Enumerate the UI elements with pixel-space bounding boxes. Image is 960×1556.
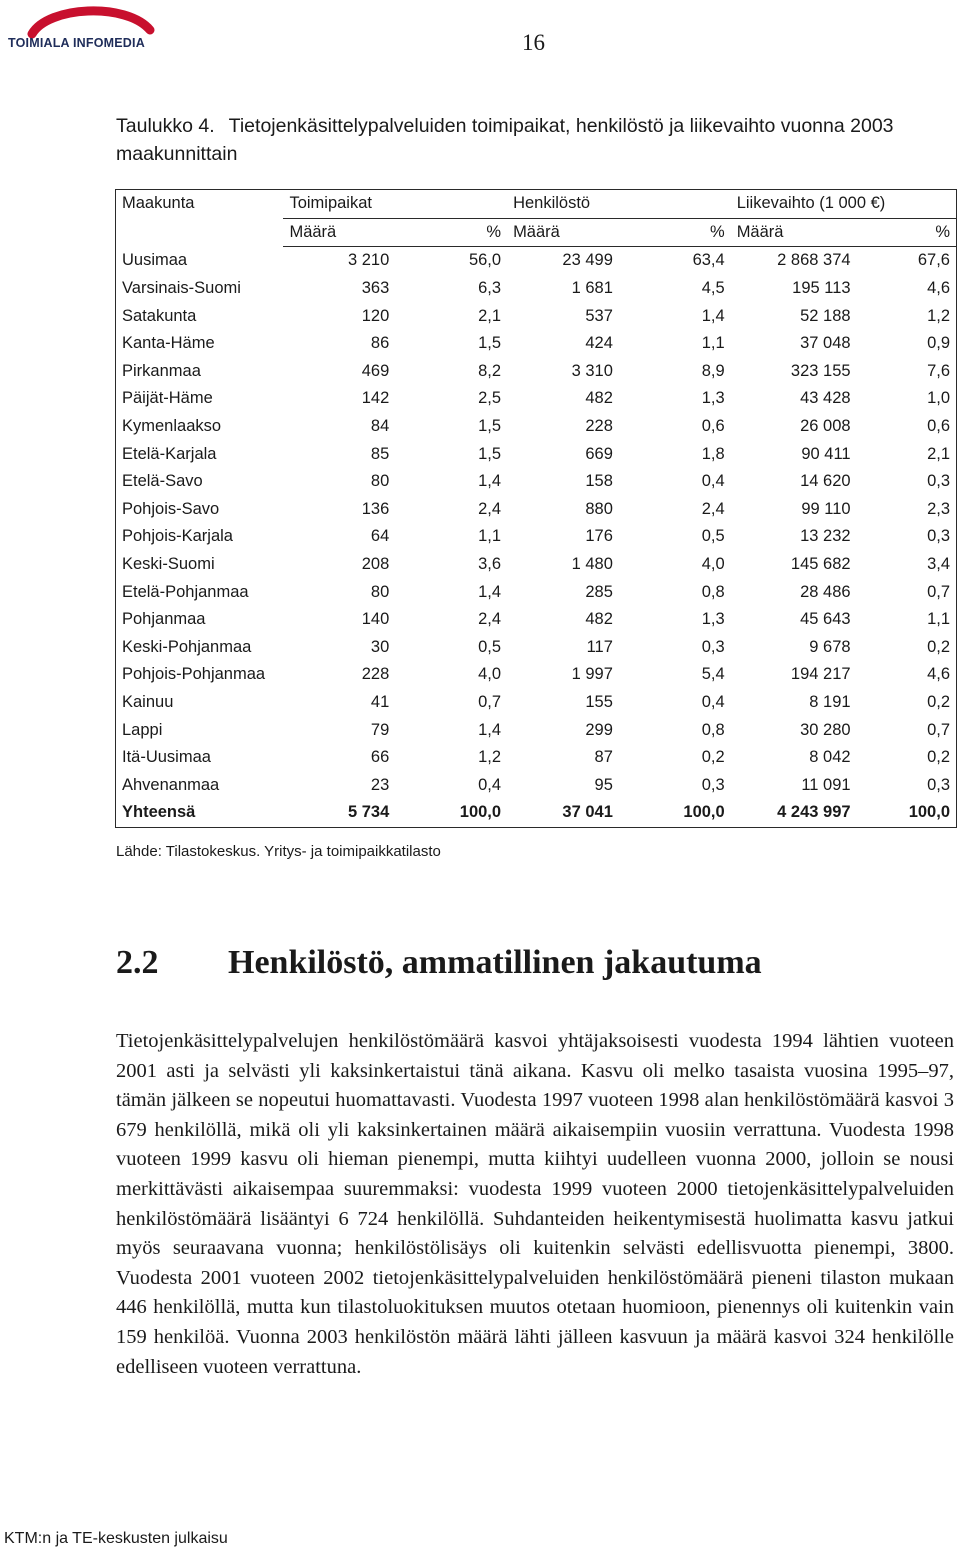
value-cell: 3,6 bbox=[478, 555, 502, 574]
value-cell: 6,3 bbox=[478, 279, 502, 298]
table-row bbox=[116, 771, 957, 799]
value-cell: 1,2 bbox=[927, 306, 950, 325]
value-cell: 14 620 bbox=[800, 472, 851, 491]
value-cell: 8,9 bbox=[701, 361, 725, 380]
value-cell: 3 310 bbox=[571, 361, 613, 380]
page-number: 16 bbox=[522, 30, 545, 55]
value-cell: 2,1 bbox=[478, 306, 502, 325]
table-row bbox=[116, 496, 957, 524]
value-cell: 87 bbox=[594, 748, 613, 767]
value-cell: 1,0 bbox=[927, 389, 950, 408]
region-name-cell: Varsinais-Suomi bbox=[122, 279, 241, 298]
value-cell: 0,4 bbox=[701, 692, 725, 711]
table-row bbox=[116, 413, 957, 441]
region-name-cell: Etelä-Karjala bbox=[122, 444, 217, 463]
value-cell: 0,8 bbox=[701, 582, 725, 601]
table-row bbox=[116, 385, 957, 413]
value-cell: 0,4 bbox=[478, 775, 502, 794]
value-cell: 1,1 bbox=[927, 610, 950, 629]
region-name-cell: Päijät-Häme bbox=[122, 389, 213, 408]
value-cell: 1,5 bbox=[478, 334, 502, 353]
sub-header-cell: % bbox=[619, 218, 731, 247]
value-cell: 0,3 bbox=[927, 472, 950, 491]
statistics-table bbox=[115, 189, 957, 828]
value-cell: 285 bbox=[585, 582, 613, 601]
value-cell: 4,0 bbox=[478, 665, 502, 684]
value-cell: 0,8 bbox=[701, 720, 725, 739]
value-cell: 1,4 bbox=[701, 306, 725, 325]
table-row bbox=[116, 523, 957, 551]
value-cell: 136 bbox=[361, 499, 390, 518]
sub-header-cell: Määrä bbox=[731, 218, 857, 247]
value-cell: 3 210 bbox=[347, 251, 390, 270]
section-body-paragraph: Tietojenkäsittelypalvelujen henkilöstömäärä kasvoi yhtäjaksoisesti vuodesta 1994 lähtien vuoteen 2001 asti ja selvästi yli kaksinkertaistui tänä aikana. Kasvu oli melko tasaista vuosina 1995–97, tämän jälkeen se nopeutui huomattavasti. Vuodesta 1997 vuoteen 1998 alan henkilöstömäärä kasvoi 3 679 henkilöllä, mikä oli yli kaksinkertainen määrä aikaisempiin vuosiin verrattuna. Vuodesta 1998 vuoteen 1999 kasvu oli hieman pienempi, mutta kiihtyi uudelleen vuonna 2000, jolloin se nousi merkittävästi aikaisempaa suuremmaksi: vuodesta 1999 vuoteen 2000 tietojenkäsittelypalveluiden henkilöstömäärä lisääntyi 6 724 henkilöllä. Suhdanteiden heikentymisestä huolimatta kasvu jatkui myös seuraavana vuonna; henkilöstölisäys oli kuitenkin selvästi edellisvuotta pienempi, 3800. Vuodesta 2001 vuoteen 2002 tietojenkäsittelypalveluiden henkilöstömäärä pieneni tilaston mukaan 446 henkilöllä, mutta kun tilastoluokituksen muutos otetaan huomioon, pienennys oli kuitenkin vain 159 henkilöä. Vuonna 2003 henkilöstön määrä lähti jälleen kasvuun ja määrä kasvoi 324 henkilölle edelliseen vuoteen verrattuna. bbox=[116, 1030, 954, 1378]
table-row bbox=[116, 578, 957, 606]
section-number: 2.2 bbox=[116, 944, 159, 981]
region-name-cell: Pohjois-Savo bbox=[122, 499, 220, 518]
publisher-logo bbox=[4, 0, 184, 56]
table-row bbox=[116, 468, 957, 496]
region-name-cell: Satakunta bbox=[122, 306, 197, 325]
table-row bbox=[116, 302, 957, 330]
region-name-cell: Kanta-Häme bbox=[122, 334, 215, 353]
value-cell: 1 480 bbox=[571, 555, 613, 574]
value-cell: 23 bbox=[370, 775, 390, 794]
value-cell: 63,4 bbox=[692, 251, 725, 270]
value-cell: 0,2 bbox=[927, 637, 950, 656]
value-cell: 1,4 bbox=[478, 472, 502, 491]
value-cell: 23 499 bbox=[562, 251, 613, 270]
value-cell: 0,9 bbox=[927, 334, 950, 353]
value-cell: 2,4 bbox=[701, 499, 725, 518]
value-cell: 30 bbox=[370, 637, 390, 656]
group-header-liikevaihto: Liikevaihto (1 000 €) bbox=[736, 194, 886, 213]
region-name-cell: Etelä-Pohjanmaa bbox=[122, 582, 249, 601]
value-cell: 1,1 bbox=[701, 334, 725, 353]
table-row bbox=[116, 661, 957, 689]
value-cell: 363 bbox=[361, 279, 390, 298]
value-cell: 1,3 bbox=[701, 389, 725, 408]
value-cell: 86 bbox=[370, 334, 390, 353]
value-cell: 11 091 bbox=[801, 775, 851, 794]
value-cell: 194 217 bbox=[790, 665, 851, 684]
value-cell: 1,5 bbox=[478, 444, 502, 463]
value-cell: 2,1 bbox=[927, 444, 950, 463]
region-name-cell: Keski-Suomi bbox=[122, 555, 215, 574]
region-name-cell: Uusimaa bbox=[122, 251, 188, 270]
value-cell: 1,8 bbox=[701, 444, 725, 463]
total-cell: 37 041 bbox=[562, 803, 613, 822]
value-cell: 145 682 bbox=[790, 555, 851, 574]
value-cell: 2 868 374 bbox=[777, 251, 851, 270]
table-row bbox=[116, 275, 957, 303]
value-cell: 8,2 bbox=[478, 361, 502, 380]
region-name-cell: Itä-Uusimaa bbox=[122, 748, 211, 767]
table-group-header-row bbox=[116, 190, 957, 219]
value-cell: 0,6 bbox=[927, 417, 950, 436]
value-cell: 2,3 bbox=[927, 499, 950, 518]
value-cell: 67,6 bbox=[917, 251, 950, 270]
sub-header-cell: Määrä bbox=[507, 218, 619, 247]
value-cell: 537 bbox=[585, 306, 613, 325]
table-row bbox=[116, 716, 957, 744]
value-cell: 0,4 bbox=[701, 472, 725, 491]
table-row bbox=[116, 551, 957, 579]
value-cell: 80 bbox=[370, 582, 390, 601]
region-name-cell: Etelä-Savo bbox=[122, 472, 203, 491]
value-cell: 195 113 bbox=[792, 279, 851, 298]
value-cell: 8 191 bbox=[809, 692, 851, 711]
group-header-henkilosto: Henkilöstö bbox=[513, 194, 591, 213]
value-cell: 424 bbox=[585, 334, 613, 353]
total-cell: 100,0 bbox=[908, 803, 950, 822]
value-cell: 1 681 bbox=[571, 279, 613, 298]
table-row bbox=[116, 247, 957, 275]
table-row bbox=[116, 330, 957, 358]
total-cell: 100,0 bbox=[459, 803, 502, 822]
value-cell: 155 bbox=[585, 692, 613, 711]
table-body bbox=[116, 247, 957, 799]
value-cell: 2,4 bbox=[478, 499, 502, 518]
table-row bbox=[116, 634, 957, 662]
region-name-cell: Ahvenanmaa bbox=[122, 775, 220, 794]
value-cell: 52 188 bbox=[800, 306, 851, 325]
value-cell: 2,5 bbox=[478, 389, 502, 408]
value-cell: 482 bbox=[585, 389, 613, 408]
region-name-cell: Pohjanmaa bbox=[122, 610, 206, 629]
value-cell: 0,2 bbox=[927, 748, 950, 767]
value-cell: 0,3 bbox=[701, 775, 725, 794]
value-cell: 90 411 bbox=[801, 444, 851, 463]
value-cell: 43 428 bbox=[800, 389, 851, 408]
value-cell: 1,4 bbox=[478, 720, 502, 739]
value-cell: 1,3 bbox=[701, 610, 725, 629]
value-cell: 669 bbox=[585, 444, 613, 463]
value-cell: 66 bbox=[370, 748, 390, 767]
value-cell: 26 008 bbox=[800, 417, 851, 436]
value-cell: 0,2 bbox=[701, 748, 725, 767]
value-cell: 228 bbox=[585, 417, 613, 436]
value-cell: 1,4 bbox=[478, 582, 502, 601]
value-cell: 208 bbox=[361, 555, 390, 574]
region-name-cell: Keski-Pohjanmaa bbox=[122, 637, 252, 656]
value-cell: 13 232 bbox=[800, 527, 851, 546]
value-cell: 79 bbox=[370, 720, 390, 739]
value-cell: 0,7 bbox=[478, 692, 502, 711]
value-cell: 120 bbox=[361, 306, 390, 325]
value-cell: 0,7 bbox=[927, 582, 950, 601]
value-cell: 8 042 bbox=[809, 748, 851, 767]
value-cell: 176 bbox=[585, 527, 613, 546]
value-cell: 3,4 bbox=[927, 555, 950, 574]
region-name-cell: Kymenlaakso bbox=[122, 417, 222, 436]
value-cell: 41 bbox=[370, 692, 390, 711]
region-name-cell: Pohjois-Pohjanmaa bbox=[122, 665, 266, 684]
value-cell: 4,6 bbox=[927, 279, 950, 298]
table-total-row bbox=[116, 799, 957, 827]
region-name-cell: Kainuu bbox=[122, 692, 174, 711]
value-cell: 140 bbox=[361, 610, 390, 629]
value-cell: 5,4 bbox=[701, 665, 725, 684]
value-cell: 0,2 bbox=[927, 692, 950, 711]
value-cell: 0,3 bbox=[927, 527, 950, 546]
value-cell: 37 048 bbox=[800, 334, 851, 353]
table-caption bbox=[116, 112, 956, 168]
value-cell: 80 bbox=[370, 472, 390, 491]
value-cell: 0,3 bbox=[701, 637, 725, 656]
total-cell: 5 734 bbox=[347, 803, 390, 822]
value-cell: 84 bbox=[370, 417, 390, 436]
value-cell: 9 678 bbox=[809, 637, 851, 656]
value-cell: 30 280 bbox=[800, 720, 851, 739]
value-cell: 99 110 bbox=[801, 499, 851, 518]
value-cell: 0,5 bbox=[701, 527, 725, 546]
value-cell: 482 bbox=[585, 610, 613, 629]
group-header-toimipaikat: Toimipaikat bbox=[289, 194, 372, 213]
value-cell: 323 155 bbox=[790, 361, 851, 380]
value-cell: 64 bbox=[370, 527, 390, 546]
value-cell: 142 bbox=[361, 389, 390, 408]
table-row bbox=[116, 440, 957, 468]
region-name-cell: Lappi bbox=[122, 720, 163, 739]
sub-header-cell: % bbox=[857, 218, 957, 247]
value-cell: 117 bbox=[586, 637, 613, 656]
value-cell: 2,4 bbox=[478, 610, 502, 629]
total-cell: 4 243 997 bbox=[777, 803, 851, 822]
logo-text: TOIMIALA INFOMEDIA bbox=[8, 36, 145, 50]
total-cell: 100,0 bbox=[683, 803, 725, 822]
table-row bbox=[116, 606, 957, 634]
region-column-header: Maakunta bbox=[122, 194, 195, 212]
value-cell: 4,0 bbox=[701, 555, 725, 574]
table-number: Taulukko 4. bbox=[116, 115, 215, 137]
sub-header-cell: % bbox=[395, 218, 507, 247]
section-title: Henkilöstö, ammatillinen jakautuma bbox=[228, 944, 762, 981]
table-row bbox=[116, 689, 957, 717]
value-cell: 1,5 bbox=[478, 417, 502, 436]
value-cell: 1 997 bbox=[571, 665, 613, 684]
region-name-cell: Pirkanmaa bbox=[122, 361, 201, 380]
value-cell: 45 643 bbox=[800, 610, 851, 629]
value-cell: 7,6 bbox=[927, 361, 950, 380]
value-cell: 95 bbox=[594, 775, 613, 794]
logo-arc-icon bbox=[26, 0, 156, 40]
value-cell: 4,5 bbox=[701, 279, 725, 298]
value-cell: 0,7 bbox=[927, 720, 950, 739]
value-cell: 4,6 bbox=[927, 665, 950, 684]
value-cell: 28 486 bbox=[800, 582, 851, 601]
value-cell: 469 bbox=[361, 361, 390, 380]
value-cell: 0,5 bbox=[478, 637, 502, 656]
value-cell: 1,2 bbox=[478, 748, 502, 767]
region-name-cell: Pohjois-Karjala bbox=[122, 527, 233, 546]
sub-header-cell: Määrä bbox=[283, 218, 395, 247]
value-cell: 1,1 bbox=[478, 527, 502, 546]
value-cell: 85 bbox=[370, 444, 390, 463]
value-cell: 56,0 bbox=[468, 251, 502, 270]
section-heading bbox=[116, 944, 762, 982]
publication-footer: KTM:n ja TE-keskusten julkaisu bbox=[4, 1530, 228, 1547]
value-cell: 299 bbox=[585, 720, 613, 739]
table-row bbox=[116, 744, 957, 772]
total-label: Yhteensä bbox=[122, 803, 196, 822]
value-cell: 0,3 bbox=[927, 775, 950, 794]
table-row bbox=[116, 358, 957, 386]
value-cell: 880 bbox=[585, 499, 613, 518]
value-cell: 0,6 bbox=[701, 417, 725, 436]
value-cell: 158 bbox=[585, 472, 613, 491]
value-cell: 228 bbox=[361, 665, 390, 684]
table-title: Tietojenkäsittelypalveluiden toimipaikat, henkilöstö ja liikevaihto vuonna 2003 maakunnittain bbox=[116, 115, 894, 165]
table-source: Lähde: Tilastokeskus. Yritys- ja toimipaikkatilasto bbox=[116, 843, 441, 860]
